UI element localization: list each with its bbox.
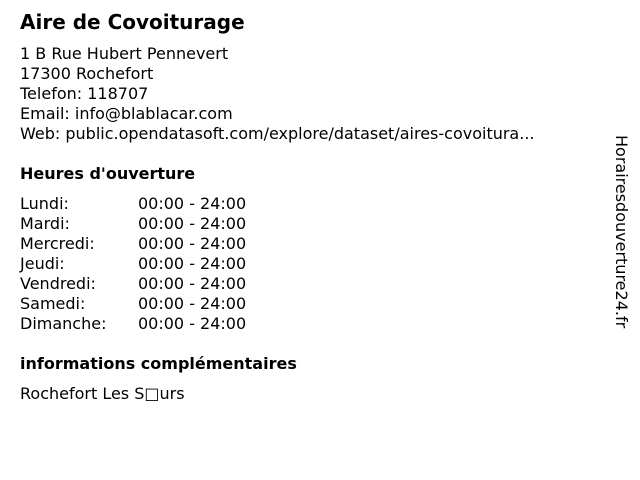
hours-time: 00:00 - 24:00 — [138, 274, 247, 293]
hours-day: Mardi: — [20, 214, 70, 233]
hours-time: 00:00 - 24:00 — [138, 314, 247, 333]
hours-row — [20, 274, 246, 294]
hours-row — [20, 254, 246, 274]
hours-time: 00:00 - 24:00 — [138, 234, 247, 253]
city-address: 17300 Rochefort — [20, 64, 154, 83]
hours-time: 00:00 - 24:00 — [138, 214, 247, 233]
hours-day: Mercredi: — [20, 234, 95, 253]
hours-time: 00:00 - 24:00 — [138, 194, 247, 213]
hours-day: Lundi: — [20, 194, 69, 213]
additional-info-text: Rochefort Les S□urs — [20, 384, 185, 403]
hours-time: 00:00 - 24:00 — [138, 254, 247, 273]
hours-day: Jeudi: — [20, 254, 65, 273]
hours-day: Vendredi: — [20, 274, 96, 293]
opening-hours-table — [20, 194, 246, 334]
web-line: Web: public.opendatasoft.com/explore/dataset/aires-covoitura... — [20, 124, 535, 143]
street-address: 1 B Rue Hubert Pennevert — [20, 44, 229, 63]
additional-info-heading: informations complémentaires — [20, 354, 297, 373]
site-brand: Horairesdouverture24.fr — [612, 135, 631, 329]
hours-time: 00:00 - 24:00 — [138, 294, 247, 313]
hours-row — [20, 234, 246, 254]
hours-day: Samedi: — [20, 294, 86, 313]
address-block — [20, 44, 535, 144]
hours-row — [20, 214, 246, 234]
hours-row — [20, 314, 246, 334]
opening-hours-heading: Heures d'ouverture — [20, 164, 196, 183]
place-title: Aire de Covoiturage — [20, 10, 245, 34]
email-line: Email: info@blablacar.com — [20, 104, 233, 123]
hours-day: Dimanche: — [20, 314, 107, 333]
phone-line: Telefon: 118707 — [20, 84, 149, 103]
hours-row — [20, 194, 246, 214]
hours-row — [20, 294, 246, 314]
